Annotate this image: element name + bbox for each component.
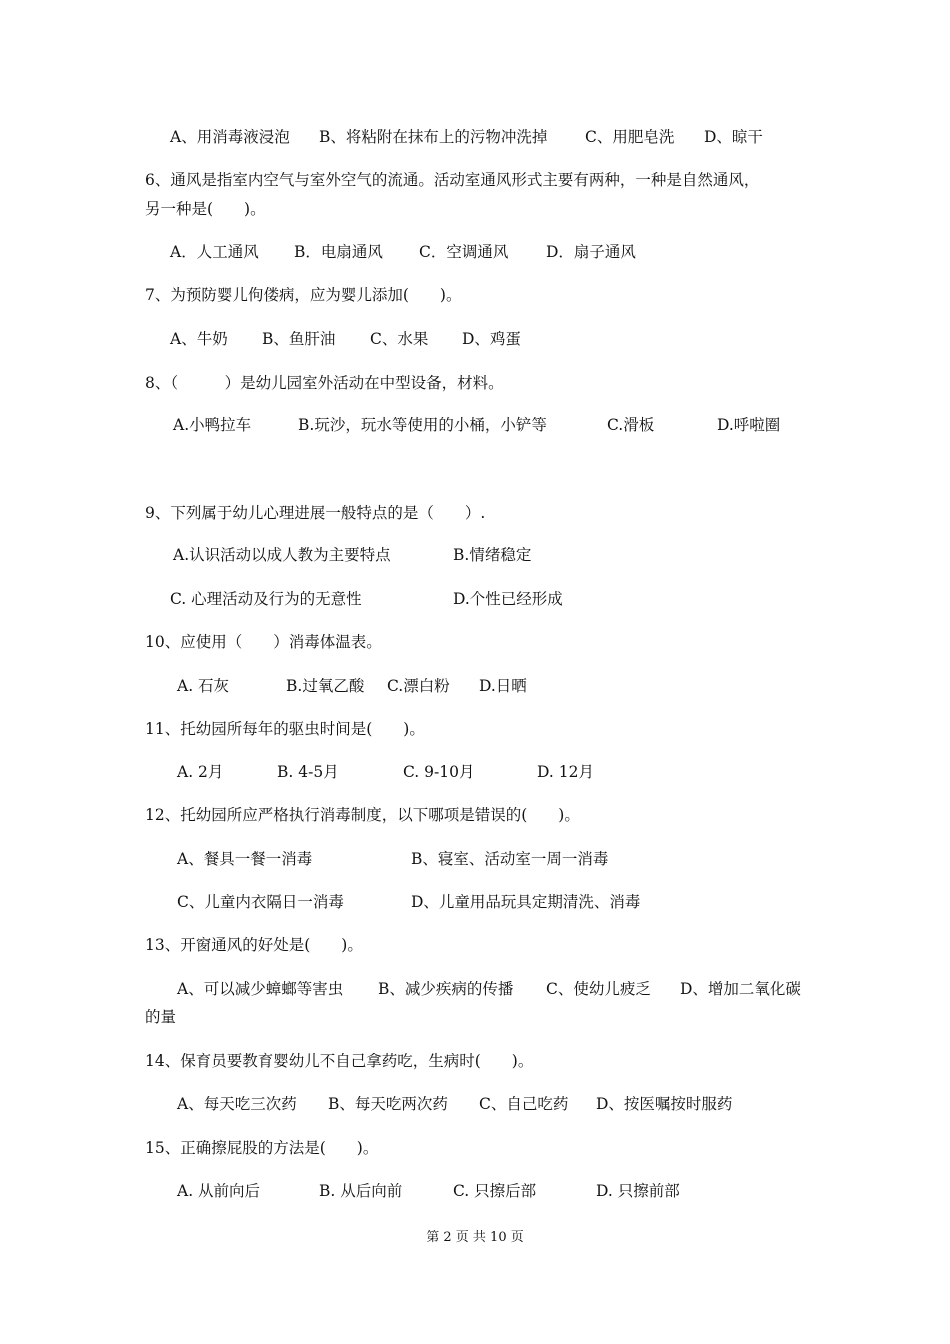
option: A. 从前向后 — [177, 1182, 261, 1200]
option: B、将粘附在抹布上的污物冲洗掉 — [319, 128, 548, 146]
option: D.日晒 — [479, 677, 527, 695]
option: B、鱼肝油 — [262, 330, 336, 348]
option: B. 4-5月 — [277, 763, 339, 781]
option: A、每天吃三次药 — [177, 1095, 297, 1113]
option-continuation: 的量 — [145, 1008, 177, 1026]
option: B.玩沙，玩水等使用的小桶，小铲等 — [298, 416, 547, 434]
option: B．电扇通风 — [294, 243, 383, 261]
option: A.认识活动以成人教为主要特点 — [173, 546, 391, 564]
question-stem: 6、通风是指室内空气与室外空气的流通。活动室通风形式主要有两种，一种是自然通风， — [145, 171, 760, 189]
option: C. 9-10月 — [403, 763, 475, 781]
question-stem: 14、保育员要教育婴幼儿不自己拿药吃，生病时( )。 — [145, 1052, 534, 1070]
option: C. 只擦后部 — [453, 1182, 537, 1200]
page-footer: 第 2 页 共 10 页 — [426, 1230, 524, 1245]
question-stem: 12、托幼园所应严格执行消毒制度，以下哪项是错误的( )。 — [145, 806, 580, 824]
option: A、餐具一餐一消毒 — [177, 850, 313, 868]
option: A、用消毒液浸泡 — [170, 128, 290, 146]
option: C、水果 — [370, 330, 429, 348]
question-stem: 15、正确擦屁股的方法是( )。 — [145, 1139, 379, 1157]
option: C、使幼儿疲乏 — [546, 980, 651, 998]
option: C. 心理活动及行为的无意性 — [170, 590, 362, 608]
option: C.滑板 — [607, 416, 655, 434]
option: B.过氧乙酸 — [286, 677, 365, 695]
option: A．人工通风 — [170, 243, 259, 261]
question-stem: 另一种是( )。 — [145, 200, 266, 218]
option: C、用肥皂洗 — [585, 128, 675, 146]
option: D、按医嘱按时服药 — [596, 1095, 733, 1113]
question-stem: 9、下列属于幼儿心理进展一般特点的是（ ）. — [145, 504, 486, 522]
option: D、晾干 — [704, 128, 763, 146]
question-stem: 13、开窗通风的好处是( )。 — [145, 936, 363, 954]
option: D、儿童用品玩具定期清洗、消毒 — [411, 893, 641, 911]
option: B、每天吃两次药 — [328, 1095, 448, 1113]
option: B.情绪稳定 — [453, 546, 532, 564]
option: B. 从后向前 — [319, 1182, 403, 1200]
option: D.呼啦圈 — [717, 416, 781, 434]
option: D、增加二氧化碳 — [680, 980, 801, 998]
option: A、牛奶 — [170, 330, 228, 348]
option: A、可以减少蟑螂等害虫 — [177, 980, 344, 998]
question-stem: 11、托幼园所每年的驱虫时间是( )。 — [145, 720, 425, 738]
option: D、鸡蛋 — [462, 330, 521, 348]
option: B、寝室、活动室一周一消毒 — [411, 850, 609, 868]
option: C、自己吃药 — [479, 1095, 569, 1113]
question-stem: 7、为预防婴儿佝偻病，应为婴儿添加( )。 — [145, 286, 462, 304]
option: A. 石灰 — [177, 677, 230, 695]
option: A.小鸭拉车 — [173, 416, 252, 434]
option: D．扇子通风 — [546, 243, 636, 261]
option: C．空调通风 — [419, 243, 509, 261]
option: D. 只擦前部 — [596, 1182, 680, 1200]
option: C.漂白粉 — [387, 677, 450, 695]
option: B、减少疾病的传播 — [378, 980, 514, 998]
option: A. 2月 — [177, 763, 224, 781]
question-stem: 10、应使用（ ）消毒体温表。 — [145, 633, 382, 651]
option: D.个性已经形成 — [453, 590, 563, 608]
option: D. 12月 — [537, 763, 594, 781]
option: C、儿童内衣隔日一消毒 — [177, 893, 344, 911]
question-stem: 8、（ ）是幼儿园室外活动在中型设备，材料。 — [145, 374, 504, 392]
